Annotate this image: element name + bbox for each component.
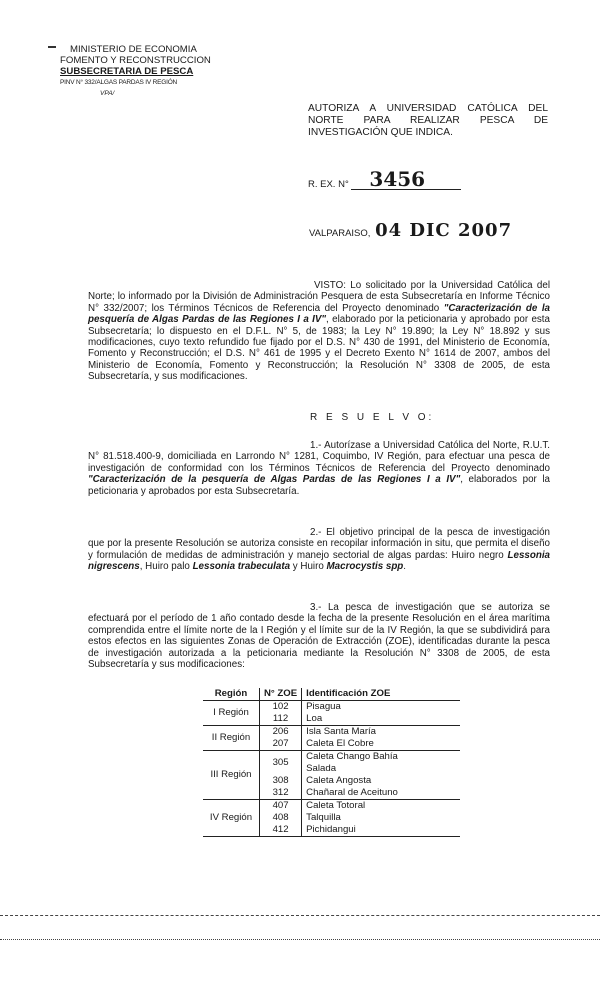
zoe-table <box>203 688 460 837</box>
article-1-title: "Caracterización de la pesquería de Algas Pardas de las Regiones I a IV" <box>88 474 461 486</box>
zoe-name: Chañaral de Aceituno <box>302 787 461 800</box>
date-stamp: 04 DIC 2007 <box>375 220 513 241</box>
article-3-text: 3.- La pesca de investigación que se autoriza se efectuará por el período de 1 año contado desde la fecha de la presente Resolución en el área marítima comprendida entre el límite norte de la I Región y el límite sur de la IV Región, la que se subdividirá para estos efectos en las siguientes Zonas de Operación de Extracción (ZOE), identificadas durante la pesca de investigación autorizada a la peticionaria mediante la Resolución N° 3308 de 2005, de esta Subsecretaría y sus modificaciones: <box>88 602 550 671</box>
article-2-text: 2.- El objetivo principal de la pesca de investigación que por la presente Resolución se autoriza consiste en recopilar información in situ, que permita el diseño y formulación de medidas de administración y manejo sectorial de algas pardas: Huiro negro <box>88 527 550 561</box>
table-row <box>203 751 460 776</box>
zoe-number: 305 <box>260 751 302 776</box>
place: VALPARAISO, <box>309 228 371 239</box>
col-header-region: Región <box>203 688 260 701</box>
table-row <box>203 800 460 813</box>
zoe-number: 412 <box>260 824 302 837</box>
zoe-name: Caleta Angosta <box>302 775 461 787</box>
zoe-name: Isla Santa María <box>302 726 461 739</box>
project-title: "Caracterización de la pesquería de Algas Pardas de las Regiones I a IV" <box>88 302 550 326</box>
article-2 <box>88 527 550 573</box>
zoe-number: 112 <box>260 713 302 726</box>
article-1-rest: , elaborados por la peticionaria y aprobados por esta Subsecretaría. <box>88 474 550 497</box>
ministry-subtitle: FOMENTO Y RECONSTRUCCION <box>60 55 211 66</box>
resolution-number-block <box>308 169 461 190</box>
zoe-name: Caleta Chango Bahía Salada <box>302 751 461 776</box>
article-2-mid: , Huiro palo <box>139 561 193 573</box>
zoe-number: 206 <box>260 726 302 739</box>
zoe-name: Talquilla <box>302 812 461 824</box>
resuelvo-heading: R E S U E L V O: <box>310 412 435 423</box>
zoe-name: Pichidangui <box>302 824 461 837</box>
margin-mark <box>48 46 56 48</box>
region-cell: IV Región <box>203 800 260 837</box>
zoe-name: Loa <box>302 713 461 726</box>
zoe-name: Caleta El Cobre <box>302 738 461 751</box>
zoe-number: 408 <box>260 812 302 824</box>
table-row <box>203 726 460 739</box>
species-2: Lessonia trabeculata <box>192 561 291 573</box>
visto-text-rest: , elaborado por la peticionaria y aprobado por esta Subsecretaría; lo dispuesto en el D.F.L. N° 5, de 1983; la Ley N° 19.890; la Ley N° 18.892 y sus modificaciones, cuyo texto refundido fue fijado por el D.S. N° 430 de 1991, del Ministerio de Economía, Fomento y Reconstrucción; el D.S. N° 461 de 1995 y el Decreto Exento N° 1614 de 2007, ambos del Ministerio de Economía, Fomento y Reconstrucción; la Resolución N° 3308 de 2005, de esta Subsecretaría, y sus modificaciones. <box>88 314 550 383</box>
zoe-number: 308 <box>260 775 302 787</box>
scan-divider <box>0 915 600 916</box>
visto-paragraph <box>88 280 550 383</box>
zoe-number: 207 <box>260 738 302 751</box>
issuer-header <box>60 44 250 99</box>
article-2-end: . <box>403 561 407 573</box>
species-3: Macrocystis spp <box>326 561 404 573</box>
undersecretariat-name: SUBSECRETARIA DE PESCA <box>60 66 194 77</box>
table-row <box>203 701 460 714</box>
region-cell: III Región <box>203 751 260 800</box>
col-header-zoe-name: Identificación ZOE <box>302 688 461 701</box>
visto-text: VISTO: Lo solicitado por la Universidad Católica del Norte; lo informado por la División de Administración Pesquera de esta Subsecretaría en Informe Técnico N° 332/2007; los Términos Técnicos de Referencia del Proyecto denominado <box>88 280 550 314</box>
region-cell: I Región <box>203 701 260 726</box>
resolution-number: 3456 <box>351 169 461 190</box>
zoe-number: 407 <box>260 800 302 813</box>
initials: VPA/ <box>100 90 115 97</box>
article-3 <box>88 602 550 670</box>
article-1-text: 1.- Autorízase a Universidad Católica del Norte, R.U.T. N° 81.518.400-9, domiciliada en Larrondo N° 1281, Coquimbo, IV Región, para efectuar una pesca de investigación de conformidad con los Términos Técnicos de Referencia del Proyecto denominado <box>88 440 550 474</box>
article-2-mid2: y Huiro <box>290 561 327 573</box>
zoe-number: 102 <box>260 701 302 714</box>
place-date <box>309 220 512 241</box>
species-1: Lessonia nigrescens <box>88 549 550 573</box>
scan-divider <box>0 939 600 940</box>
region-cell: II Región <box>203 726 260 751</box>
col-header-zoe-number: N° ZOE <box>260 688 302 701</box>
table-header-row <box>203 688 460 701</box>
zoe-name: Pisagua <box>302 701 461 714</box>
reference-code: PINV N° 332/ALGAS PARDAS IV REGIÓN <box>60 79 178 86</box>
document-subject: AUTORIZA A UNIVERSIDAD CATÓLICA DEL NORTE PARA REALIZAR PESCA DE INVESTIGACIÓN QUE INDICA. <box>308 103 548 138</box>
article-1 <box>88 440 550 497</box>
ministry-name: MINISTERIO DE ECONOMIA <box>70 44 197 55</box>
resolution-label: R. EX. N° <box>308 179 349 190</box>
zoe-name: Caleta Totoral <box>302 800 461 813</box>
zoe-number: 312 <box>260 787 302 800</box>
